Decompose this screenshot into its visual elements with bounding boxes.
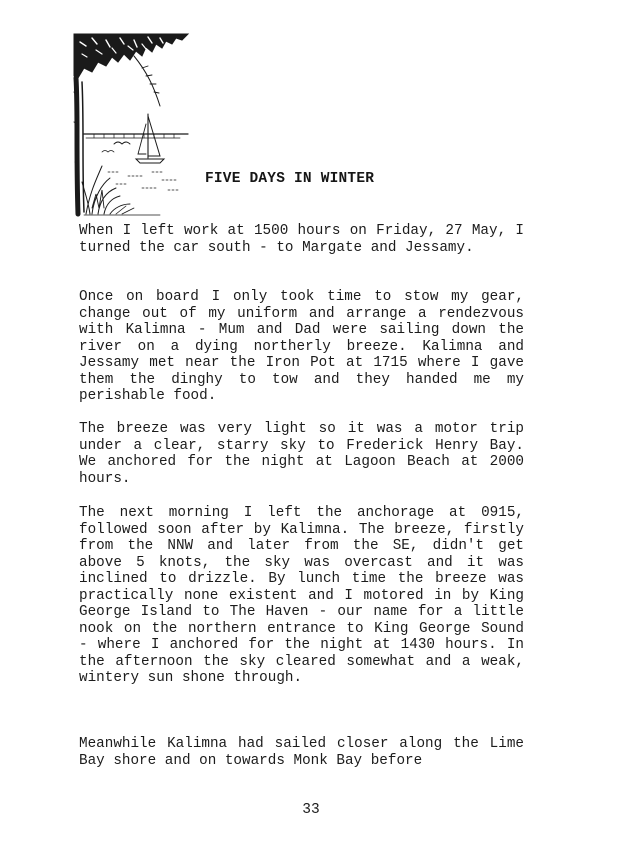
paragraph-5: Meanwhile Kalimna had sailed closer along the Lime Bay shore and on towards Monk Bay before — [79, 736, 524, 769]
tree-and-sailboat-sketch-icon — [72, 32, 190, 217]
story-title: FIVE DAYS IN WINTER — [205, 171, 375, 187]
paragraph-3: The breeze was very light so it was a motor trip under a clear, starry sky to Frederick Henry Bay. We anchored for the night at Lagoon Beach at 2000 hours. — [79, 421, 524, 487]
paragraph-2: Once on board I only took time to stow my gear, change out of my uniform and arrange a rendezvous with Kalimna - Mum and Dad were sailing down the river on a dying northerly breeze. Kalimna and Jessamy met near the Iron Pot at 1715 where I gave them the dinghy to tow and they handed me my perishable food. — [79, 289, 524, 404]
paragraph-4: The next morning I left the anchorage at 0915, followed soon after by Kalimna. The breeze, firstly from the NNW and later from the SE, didn't get above 5 knots, the sky was overcast and it was inclined to drizzle. By lunch time the breeze was practically none existent and I motored in by King George Island to The Haven - our name for a little nook on the northern entrance to King George Sound - where I anchored for the night at 1430 hours. In the afternoon the sky cleared somewhat and a weak, wintery sun shone through. — [79, 505, 524, 686]
paragraph-1: When I left work at 1500 hours on Friday, 27 May, I turned the car south - to Margate and Jessamy. — [79, 223, 524, 256]
page-number: 33 — [302, 802, 320, 818]
